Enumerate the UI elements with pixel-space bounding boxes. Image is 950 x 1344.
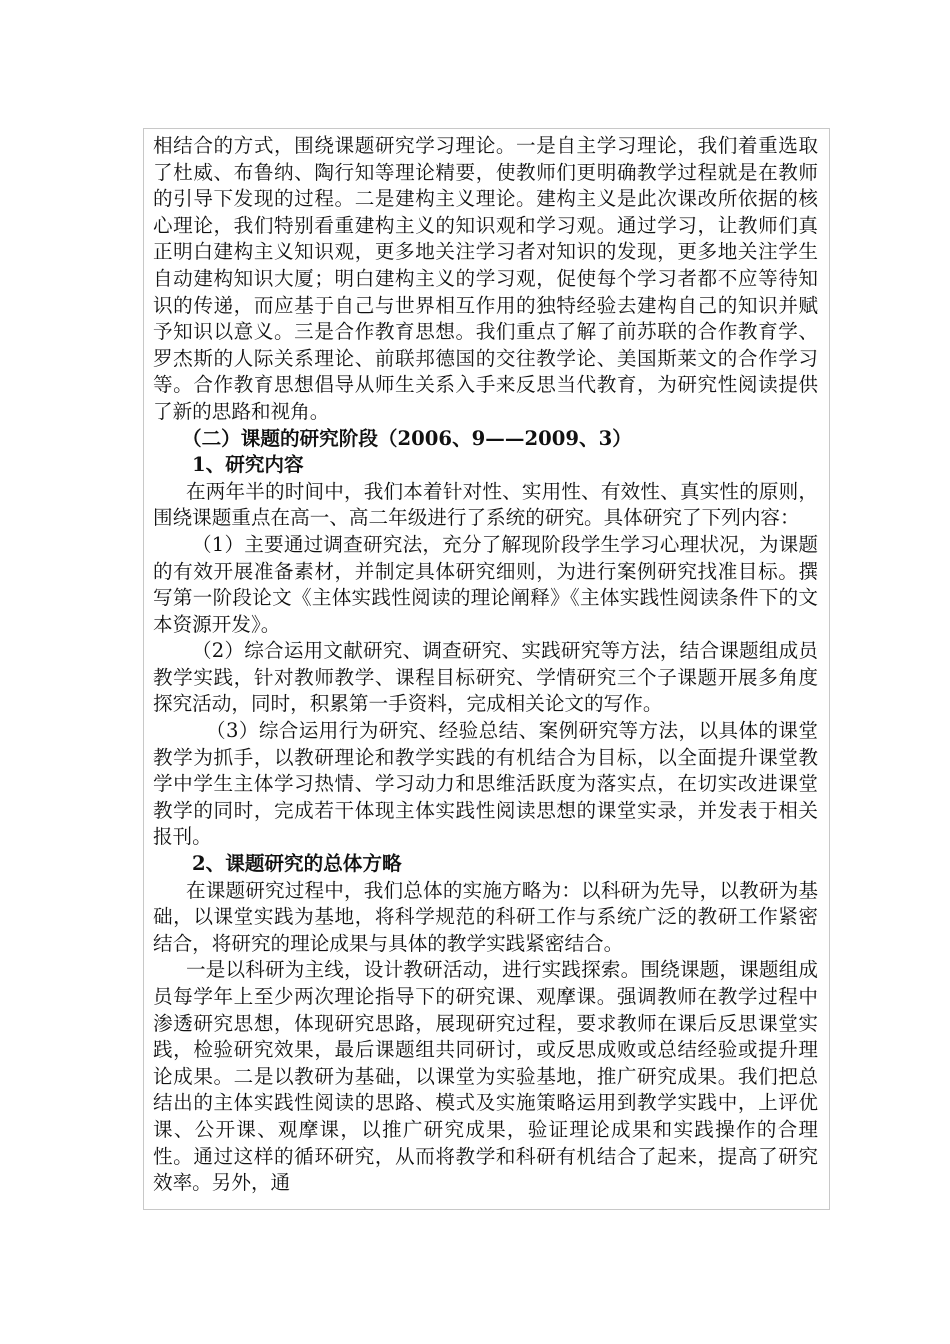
subheading-overall-strategy: 2、课题研究的总体方略 — [192, 852, 402, 876]
subheading-research-content: 1、研究内容 — [192, 453, 304, 477]
section-heading-research-stage: （二）课题的研究阶段（2006、9——2009、3） — [182, 426, 632, 450]
paragraph-item-1: （1）主要通过调查研究法，充分了解现阶段学生学习心理状况，为课题的有效开展准备素材，并制定具体研究细则，为进行案例研究找准目标。撰写第一阶段论文《主体实践性阅读的理论阐释》《主体实践性阅读条件下的文本资源开发》。 — [153, 532, 818, 636]
paragraph-learning-theory: 相结合的方式，围绕课题研究学习理论。一是自主学习理论，我们着重选取了杜威、布鲁纳、陶行知等理论精要，使教师们更明确教学过程就是在教师的引导下发现的过程。二是建构主义理论。建构主义是此次课改所依据的核心理论，我们特别看重建构主义的知识观和学习观。通过学习，让教师们真正明白建构主义知识观，更多地关注学习者对知识的发现，更多地关注学生自动建构知识大厦；明白建构主义的学习观，促使每个学习者都不应等待知识的传递，而应基于自己与世界相互作用的独特经验去建构自己的知识并赋予知识以意义。三是合作教育思想。我们重点了解了前苏联的合作教育学、罗杰斯的人际关系理论、前联邦德国的交往教学论、美国斯莱文的合作学习等。合作教育思想倡导从师生关系入手来反思当代教育，为研究性阅读提供了新的思路和视角。 — [153, 134, 818, 423]
paragraph-item-2: （2）综合运用文献研究、调查研究、实践研究等方法，结合课题组成员教学实践，针对教师教学、课程目标研究、学情研究三个子课题开展多角度探究活动，同时，积累第一手资料，完成相关论文的写作。 — [153, 639, 818, 716]
paragraph-strategy-intro: 在课题研究过程中，我们总体的实施方略为：以科研为先导，以教研为基础，以课堂实践为基地，将科学规范的科研工作与系统广泛的教研工作紧密结合，将研究的理论成果与具体的教学实践紧密结合。 — [153, 878, 818, 955]
paragraph-strategy-detail: 一是以科研为主线，设计教研活动，进行实践探索。围绕课题，课题组成员每学年上至少两次理论指导下的研究课、观摩课。强调教师在教学过程中渗透研究思想，体现研究思路，展现研究过程，要求教师在课后反思课堂实践，检验研究效果，最后课题组共同研讨，或反思成败或总结经验或提升理论成果。二是以教研为基础，以课堂为实验基地，推广研究成果。我们把总结出的主体实践性阅读的思路、模式及实施策略运用到教学实践中，上评优课、公开课、观摩课，以推广研究成果，验证理论成果和实践操作的合理性。通过这样的循环研究，从而将教学和科研有机结合了起来，提高了研究效率。另外，通 — [153, 958, 818, 1195]
paragraph-item-3: （3）综合运用行为研究、经验总结、案例研究等方法，以具体的课堂教学为抓手，以教研理论和教学实践的有机结合为目标，以全面提升课堂教学中学生主体学习热情、学习动力和思维活跃度为落实点，在切实改进课堂教学的同时，完成若干体现主体实践性阅读思想的课堂实录，并发表于相关报刊。 — [153, 719, 818, 849]
document-body — [153, 133, 818, 1197]
paragraph-research-intro: 在两年半的时间中，我们本着针对性、实用性、有效性、真实性的原则，围绕课题重点在高一、高二年级进行了系统的研究。具体研究了下列内容： — [153, 479, 818, 530]
